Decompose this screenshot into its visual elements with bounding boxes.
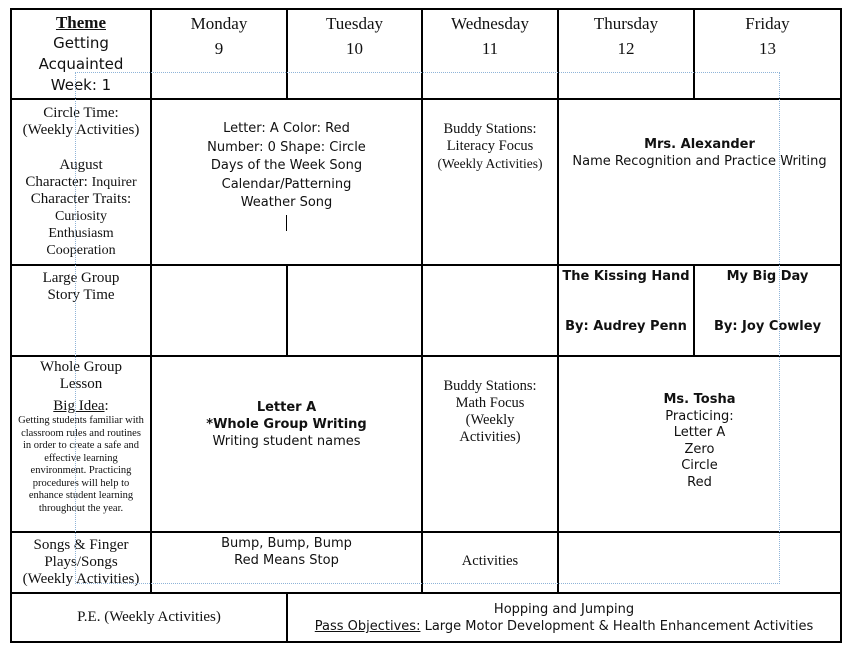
pe-line: Hopping and Jumping: [493, 602, 635, 617]
row-label: Large Group: [42, 270, 120, 286]
lesson-line: Writing student names: [212, 434, 361, 449]
activity-line: Weather Song: [240, 195, 333, 210]
song-line: Bump, Bump, Bump: [221, 536, 352, 551]
day-header-thursday: [558, 9, 694, 99]
book-author: By: Audrey Penn: [565, 319, 687, 334]
trait: Enthusiasm: [48, 226, 114, 241]
theme-cell: [11, 9, 151, 99]
lesson-line: Letter A: [256, 400, 317, 415]
activity-line: Number: 0 Shape: Circle: [207, 139, 366, 155]
day-name: Tuesday: [326, 14, 383, 33]
day-header-monday: [151, 9, 287, 99]
songs-mon-tue-cell: [151, 532, 422, 593]
whole-group-label-cell: [11, 356, 151, 532]
row-label: Lesson: [59, 376, 103, 392]
activity-note: (Weekly Activities): [437, 156, 543, 171]
pe-label-cell: [11, 593, 287, 642]
activity-line: Math Focus: [455, 395, 525, 411]
day-header-friday: [694, 9, 841, 99]
activity-line: Literacy Focus: [446, 138, 534, 154]
story-time-thursday-cell: [558, 265, 694, 356]
songs-thu-fri-cell: [558, 532, 841, 593]
day-header-wednesday: [422, 9, 558, 99]
theme-line: Getting: [53, 34, 109, 52]
row-label: Story Time: [47, 287, 115, 303]
story-time-friday-cell: [694, 265, 841, 356]
day-header-tuesday: [287, 9, 422, 99]
day-name: Thursday: [593, 14, 659, 33]
song-line: Activities: [461, 553, 519, 569]
whole-group-row: [11, 356, 841, 532]
day-date: 13: [759, 39, 776, 58]
row-label: (Weekly Activities): [22, 571, 140, 587]
objectives-label: Pass Objectives:: [314, 619, 421, 634]
trait: Curiosity: [54, 209, 108, 224]
activity-line: Activities): [459, 429, 521, 445]
book-title: My Big Day: [726, 269, 809, 284]
day-date: 11: [481, 39, 499, 58]
month-label: August: [59, 157, 103, 173]
day-date: 9: [214, 39, 224, 58]
activity-line: (Weekly: [465, 412, 515, 428]
day-name: Friday: [745, 14, 790, 33]
whole-group-wed-cell: [422, 356, 558, 532]
pe-objectives: [288, 618, 840, 635]
objectives-text: Large Motor Development & Health Enhancement Activities: [420, 619, 814, 634]
lesson-line: Zero: [684, 441, 715, 457]
teacher-name: Mrs. Alexander: [644, 137, 755, 152]
circle-time-row: [11, 99, 841, 265]
song-line: Red Means Stop: [234, 553, 339, 568]
activity-line: Name Recognition and Practice Writing: [572, 154, 827, 169]
row-label: Whole Group: [39, 359, 123, 375]
lesson-line: *Whole Group Writing: [206, 417, 367, 432]
week-label: Week: 1: [50, 76, 112, 94]
songs-wed-cell: [422, 532, 558, 593]
text-cursor: [286, 215, 287, 231]
circle-time-wed-cell: [422, 99, 558, 265]
day-name: Monday: [190, 14, 248, 33]
header-row: [11, 9, 841, 99]
theme-line: Acquainted: [38, 55, 124, 73]
trait: Cooperation: [46, 243, 116, 258]
day-name: Wednesday: [451, 14, 529, 33]
row-label: Plays/Songs: [44, 554, 118, 570]
circle-time-label-cell: [11, 99, 151, 265]
row-label: (Weekly Activities): [22, 122, 140, 138]
teacher-name: Ms. Tosha: [663, 392, 736, 407]
whole-group-thu-fri-cell: [558, 356, 841, 532]
circle-time-thu-fri-cell: [558, 99, 841, 265]
day-date: 10: [346, 39, 363, 58]
pe-row: [11, 593, 841, 642]
traits-label: Character Traits:: [30, 191, 132, 207]
big-idea-heading: Big Idea:: [53, 398, 109, 414]
songs-row: [11, 532, 841, 593]
activity-line: Calendar/Patterning: [221, 176, 352, 192]
activity-line: Letter: A Color: Red: [223, 121, 350, 136]
big-idea-text: Getting students familiar with classroom rules and routines in order to create a safe and effective learning environment. Practicing procedures will help to enhance student learning throughout the year.: [18, 415, 144, 514]
lesson-line: Red: [687, 474, 712, 490]
activity-line: Buddy Stations:: [443, 121, 537, 137]
pe-content-cell: [287, 593, 841, 642]
book-author: By: Joy Cowley: [713, 319, 822, 334]
row-label: Songs & Finger: [33, 537, 129, 553]
book-title: The Kissing Hand: [562, 269, 690, 284]
lesson-line: Letter A: [673, 425, 726, 440]
activity-line: Days of the Week Song: [210, 158, 363, 173]
story-time-row: [11, 265, 841, 356]
story-time-label-cell: [11, 265, 151, 356]
row-label: P.E. (Weekly Activities): [77, 609, 221, 625]
character-line: Character: Inquirer: [25, 174, 137, 190]
character-value: Inquirer: [91, 175, 137, 190]
row-label: Circle Time:: [43, 105, 119, 121]
story-time-monday-cell: [151, 265, 287, 356]
songs-label-cell: [11, 532, 151, 593]
lesson-plan-table: [10, 8, 842, 643]
story-time-wednesday-cell: [422, 265, 558, 356]
lesson-line: Practicing:: [665, 408, 734, 424]
whole-group-mon-tue-cell: [151, 356, 422, 532]
circle-time-mon-tue-cell: [151, 99, 422, 265]
day-date: 12: [617, 39, 635, 58]
lesson-line: Circle: [681, 458, 718, 473]
theme-label: Theme: [55, 13, 107, 32]
story-time-tuesday-cell: [287, 265, 422, 356]
activity-line: Buddy Stations:: [443, 378, 537, 394]
